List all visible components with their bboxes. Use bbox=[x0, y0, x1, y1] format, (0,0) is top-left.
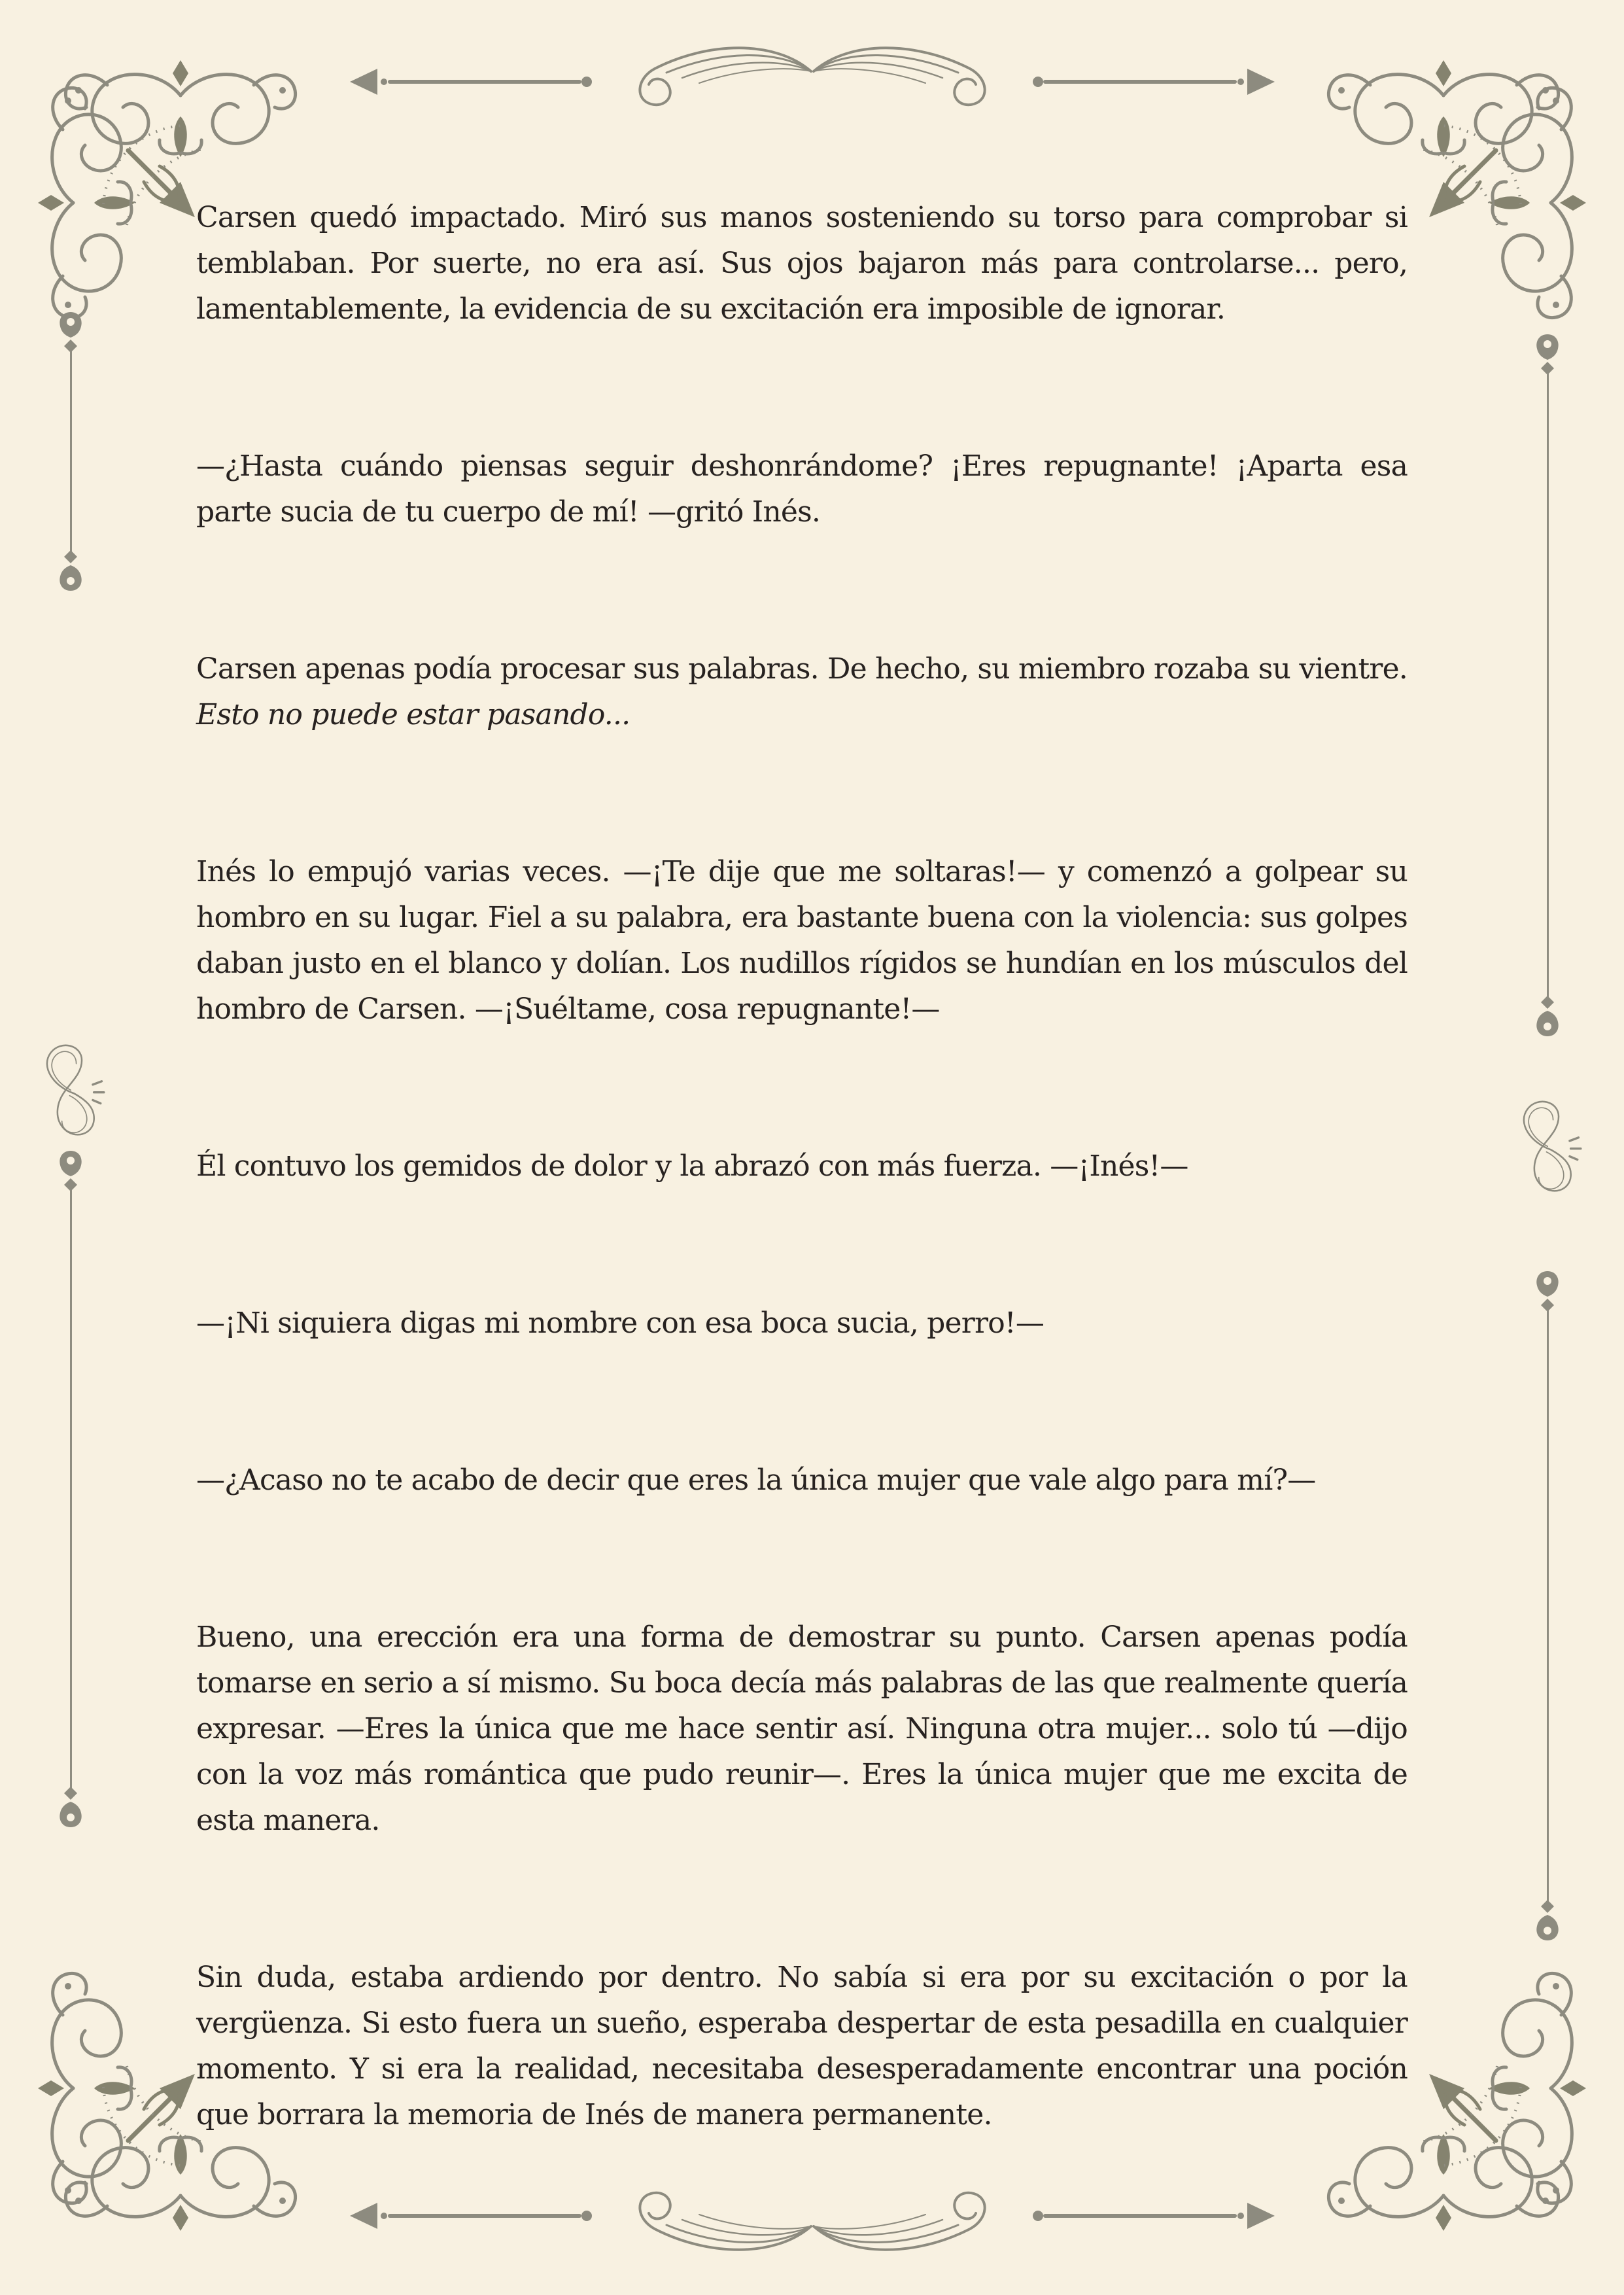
paragraph: Sin duda, estaba ardiendo por dentro. No sabía si era por su excitación o por la vergüenza. Si esto fuera un sueño, esperaba despertar de esta pesadilla en cualquier momento. Y si era la realidad, necesitaba desesperadamente encontrar una poción que borrara la memoria de Inés de manera permanente. bbox=[196, 1961, 1408, 2131]
arrow-scroll-divider-bottom-icon bbox=[345, 2170, 1280, 2262]
paragraph bbox=[196, 646, 1408, 738]
paragraph: —¿Hasta cuándo piensas seguir deshonrándome? ¡Eres repugnante! ¡Aparta esa parte sucia de tu cuerpo de mí! —gritó Inés. bbox=[196, 449, 1408, 529]
paragraph: Él contuvo los gemidos de dolor y la abrazó con más fuerza. —¡Inés!— bbox=[196, 1149, 1188, 1183]
paragraph: Carsen quedó impactado. Miró sus manos sosteniendo su torso para comprobar si temblaban. Por suerte, no era así. Sus ojos bajaron más para controlarse... pero, lamentablemente, la evidencia de su excitación era imposible de ignorar. bbox=[196, 201, 1408, 326]
paragraph: Inés lo empujó varias veces. —¡Te dije que me soltaras!— y comenzó a golpear su hombro en su lugar. Fiel a su palabra, era bastante buena con la violencia: sus golpes daban justo en el blanco y dolían. Los nudillos rígidos se hundían en los músculos del hombro de Carsen. —¡Suéltame, cosa repugnante!— bbox=[196, 855, 1408, 1026]
arrow-scroll-divider-top-icon bbox=[345, 36, 1280, 128]
pin-rod-ornament-left-bottom-icon bbox=[58, 1149, 84, 1829]
paragraph: Bueno, una erección era una forma de demostrar su punto. Carsen apenas podía tomarse en serio a sí mismo. Su boca decía más palabras de las que realmente quería expresar. —Eres la única que me hace sentir así. Ninguna otra mujer... solo tú —dijo con la voz más romántica que pudo reunir—. Eres la única mujer que me excita de esta manera. bbox=[196, 1621, 1408, 1837]
text-column bbox=[196, 195, 1408, 2138]
pin-rod-ornament-right-bottom-icon bbox=[1534, 1270, 1561, 1942]
paragraph: —¡Ni siquiera digas mi nombre con esa boca sucia, perro!— bbox=[196, 1306, 1045, 1340]
paragraph: —¿Acaso no te acabo de decir que eres la única mujer que vale algo para mí?— bbox=[196, 1463, 1316, 1497]
paragraph-italic-text: Esto no puede estar pasando... bbox=[196, 698, 631, 731]
infinity-flourish-left-icon bbox=[35, 1042, 107, 1141]
pin-rod-ornament-left-top-icon bbox=[58, 311, 84, 592]
infinity-flourish-right-icon bbox=[1512, 1098, 1584, 1197]
paragraph-text: Carsen apenas podía procesar sus palabras. De hecho, su miembro rozaba su vientre. bbox=[196, 652, 1408, 686]
pin-rod-ornament-right-top-icon bbox=[1534, 333, 1561, 1038]
